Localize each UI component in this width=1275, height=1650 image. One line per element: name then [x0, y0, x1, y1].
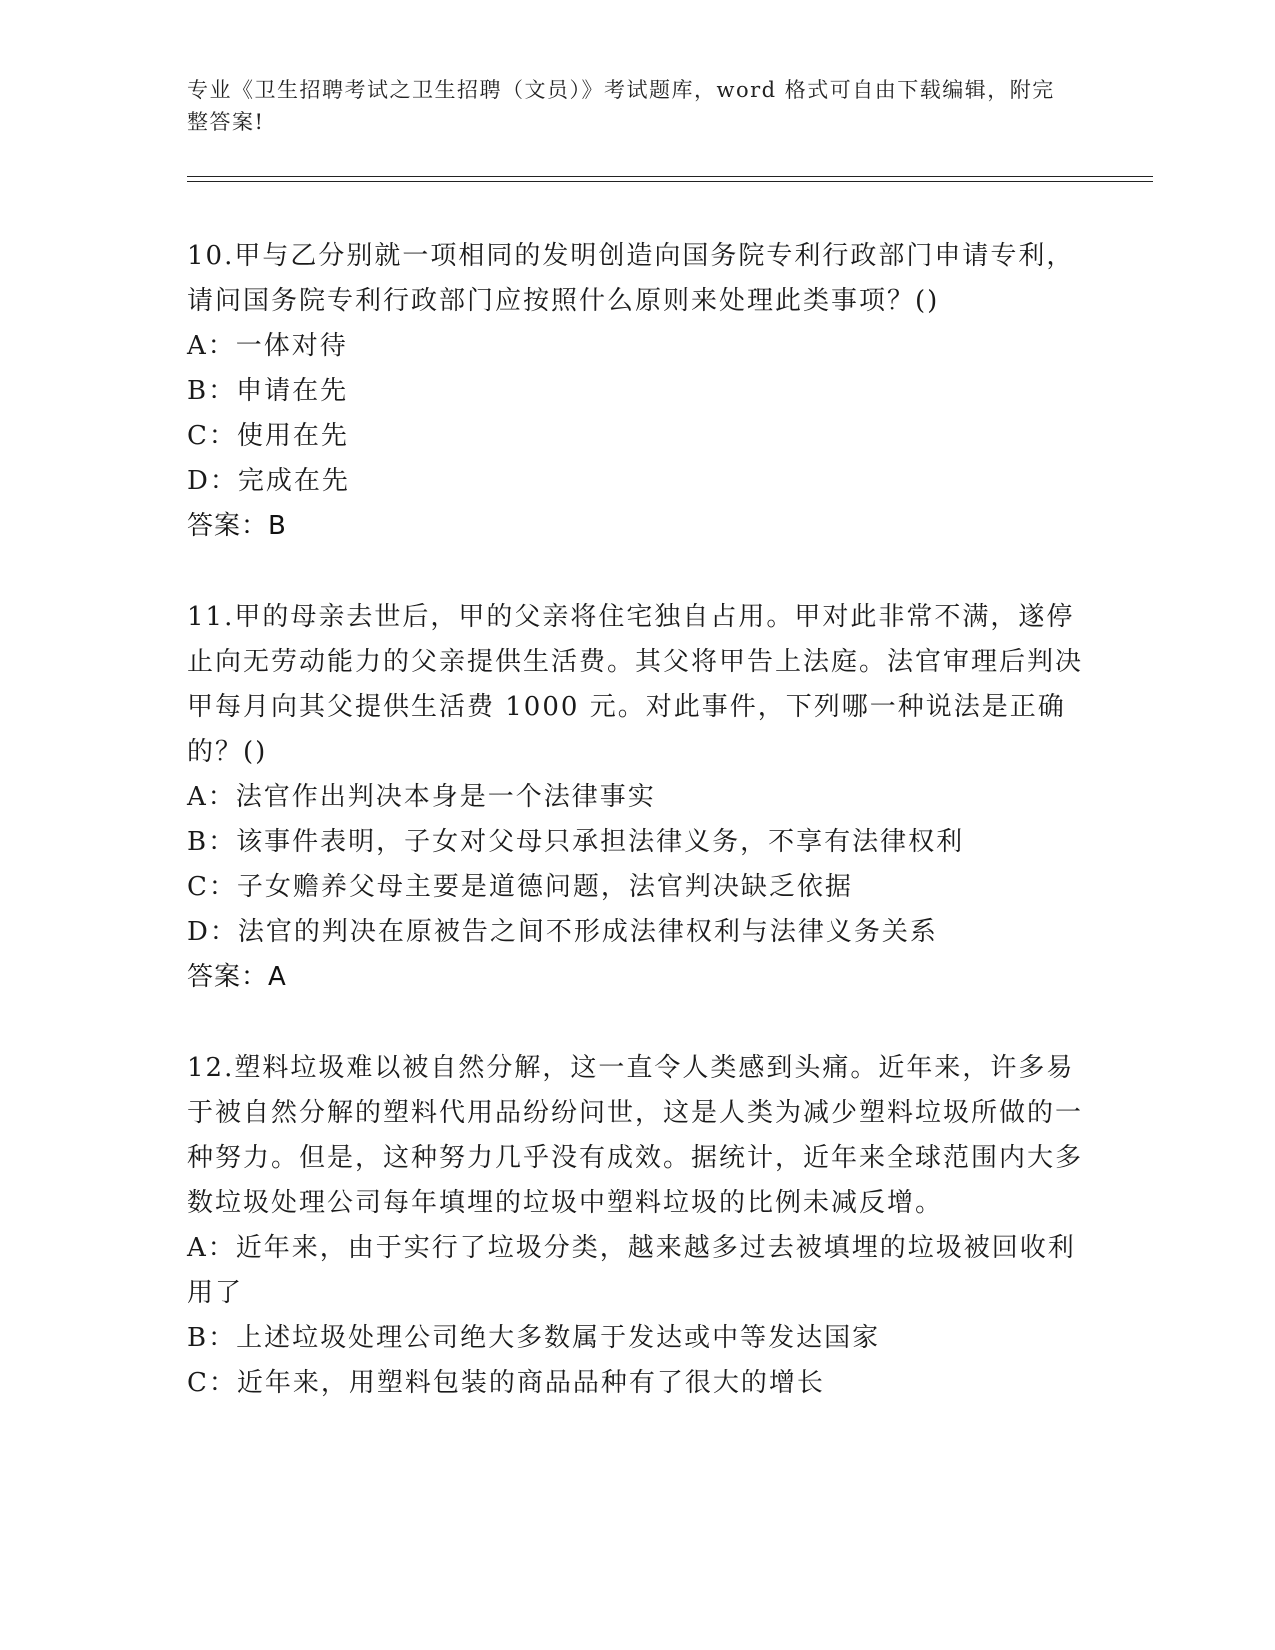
answer-line: 答案：B — [187, 511, 287, 541]
question-11 — [187, 595, 1087, 1000]
question-10 — [187, 234, 1087, 549]
option-a: A：一体对待 — [187, 331, 348, 361]
question-12 — [187, 1046, 1087, 1406]
question-stem: 12.塑料垃圾难以被自然分解，这一直令人类感到头痛。近年来，许多易于被自然分解的塑料代用品纷纷问世，这是人类为减少塑料垃圾所做的一种努力。但是，这种努力几乎没有成效。据统计，近年来全球范围内大多数垃圾处理公司每年填埋的垃圾中塑料垃圾的比例未减反增。 — [187, 1053, 1084, 1218]
option-c: C：使用在先 — [187, 421, 349, 451]
option-b: B：上述垃圾处理公司绝大多数属于发达或中等发达国家 — [187, 1323, 881, 1353]
document-header: 专业《卫生招聘考试之卫生招聘（文员）》考试题库，word 格式可自由下载编辑，附完整答案! — [187, 78, 1055, 134]
option-a: A：近年来，由于实行了垃圾分类，越来越多过去被填埋的垃圾被回收利用了 — [187, 1233, 1076, 1308]
option-b: B：申请在先 — [187, 376, 349, 406]
option-d: D：法官的判决在原被告之间不形成法律权利与法律义务关系 — [187, 917, 938, 947]
option-a: A：法官作出判决本身是一个法律事实 — [187, 782, 656, 812]
header-divider-top — [187, 176, 1153, 177]
option-d: D：完成在先 — [187, 466, 350, 496]
question-stem: 10.甲与乙分别就一项相同的发明创造向国务院专利行政部门申请专利，请问国务院专利行政部门应按照什么原则来处理此类事项？() — [187, 241, 1075, 316]
option-b: B：该事件表明，子女对父母只承担法律义务，不享有法律权利 — [187, 827, 965, 857]
answer-line: 答案：A — [187, 962, 287, 992]
question-stem: 11.甲的母亲去世后，甲的父亲将住宅独自占用。甲对此非常不满，遂停止向无劳动能力的父亲提供生活费。其父将甲告上法庭。法官审理后判决甲每月向其父提供生活费 1000 元。对此事件，下列哪一种说法是正确的？() — [187, 602, 1084, 767]
option-c: C：子女赡养父母主要是道德问题，法官判决缺乏依据 — [187, 872, 853, 902]
option-c: C：近年来，用塑料包装的商品品种有了很大的增长 — [187, 1368, 825, 1398]
header-divider-bottom — [187, 181, 1153, 182]
question-list — [187, 234, 1087, 1452]
